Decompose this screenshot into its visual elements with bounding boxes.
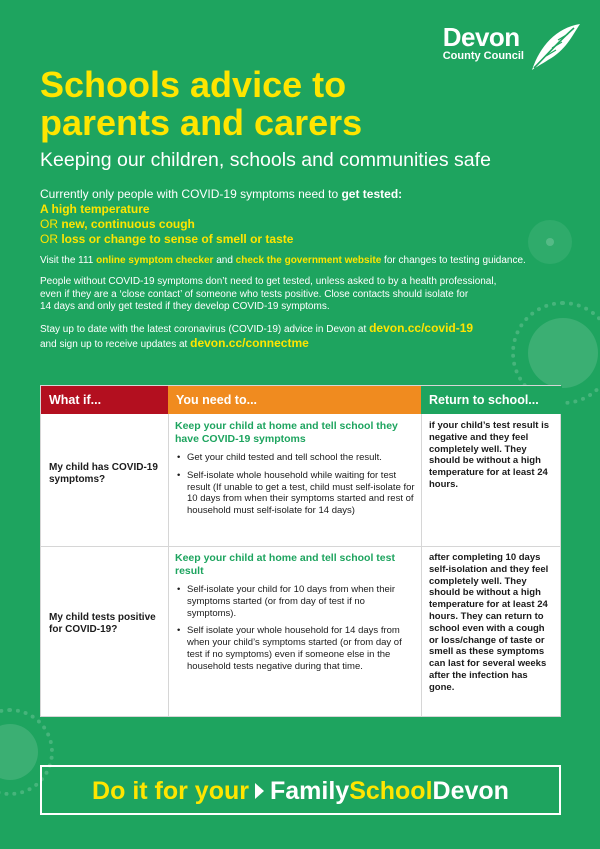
virus-decoration (0, 724, 38, 780)
leaf-icon (526, 20, 582, 74)
connectme-link[interactable]: devon.cc/connectme (190, 335, 309, 350)
covid-advice-link[interactable]: devon.cc/covid-19 (369, 321, 474, 335)
table-row-question: My child has COVID-19 symptoms? (49, 462, 158, 485)
arrow-right-icon (255, 783, 264, 799)
banner-school: School (349, 777, 433, 805)
symptom-temperature: A high temperature (40, 202, 150, 216)
action-heading: Keep your child at home and tell school they have COVID-19 symptoms (175, 420, 398, 445)
column-header-return-to-school: Return to school... (421, 386, 562, 414)
table-row-return: after completing 10 days self-isolation and they feel completely well. They should be without a high temperature for at least 24 hours. They can return to school even with a cough or loss/change of taste or smell as these symptoms can last for several weeks after the infection has gone. (429, 552, 549, 693)
list-item: • Self isolate your whole household for 14 days from when your child’s symptoms started (or from day of test if no symptoms) even if someone else in the household tests negative during that time. (175, 625, 415, 672)
banner-devon: Devon (432, 777, 509, 805)
column-header-you-need-to: You need to... (168, 386, 421, 414)
list-item: • Self-isolate whole household while waiting for test result (If unable to get a test, child must self-isolate for 10 days from when their symptoms started and rest of household must self-isolate for 14 days) (175, 470, 415, 517)
title-line: parents and carers (40, 102, 363, 143)
table-row-actions (175, 420, 415, 523)
government-website-link[interactable]: check the government website (235, 255, 382, 266)
advice-table (40, 385, 561, 717)
page-subtitle: Keeping our children, schools and communities safe (40, 149, 491, 171)
table-row-actions (175, 552, 415, 679)
updates-paragraph: Stay up to date with the latest coronavirus (COVID-19) advice in Devon at devon.cc/covid-19 and sign up to receive updates at devon.cc/connectme (40, 321, 474, 350)
symptom-cough: OR new, continuous cough (40, 217, 195, 231)
logo-name: Devon (442, 22, 520, 52)
testing-intro: Currently only people with COVID-19 symptoms need to get tested: (40, 187, 403, 201)
table-row-return: if your child’s test result is negative and they feel completely well. They should be without a high temperature for at least 24 hours. (429, 420, 550, 490)
symptom-checker-link[interactable]: online symptom checker (96, 255, 214, 266)
list-item: • Get your child tested and tell school the result. (175, 452, 415, 464)
column-header-what-if: What if... (41, 386, 168, 414)
contacts-paragraph: People without COVID-19 symptoms don’t need to get tested, unless asked to by a health professional, even if they are a ‘close contact’ of someone who tests positive. Close contacts should isolate for 14 days and only get tested if they develop COVID-19 symptoms. (40, 276, 497, 312)
logo-subtitle: County Council (442, 50, 524, 62)
table-row-question: My child tests positive for COVID-19? (49, 612, 156, 635)
banner-family: Family (269, 777, 350, 805)
visit-paragraph: Visit the 111 online symptom checker and check the government website for changes to testing guidance. (40, 255, 526, 266)
page-title (40, 66, 460, 142)
testing-criteria (40, 187, 560, 247)
title-line: Schools advice to (40, 64, 347, 105)
list-item: • Self-isolate your child for 10 days from when their symptoms started (or from day of test if no symptoms). (175, 584, 415, 619)
symptom-smell: OR loss or change to sense of smell or taste (40, 232, 294, 246)
banner-text: Do it for your (92, 777, 249, 805)
campaign-banner (40, 765, 561, 815)
action-heading: Keep your child at home and tell school test result (175, 552, 395, 577)
